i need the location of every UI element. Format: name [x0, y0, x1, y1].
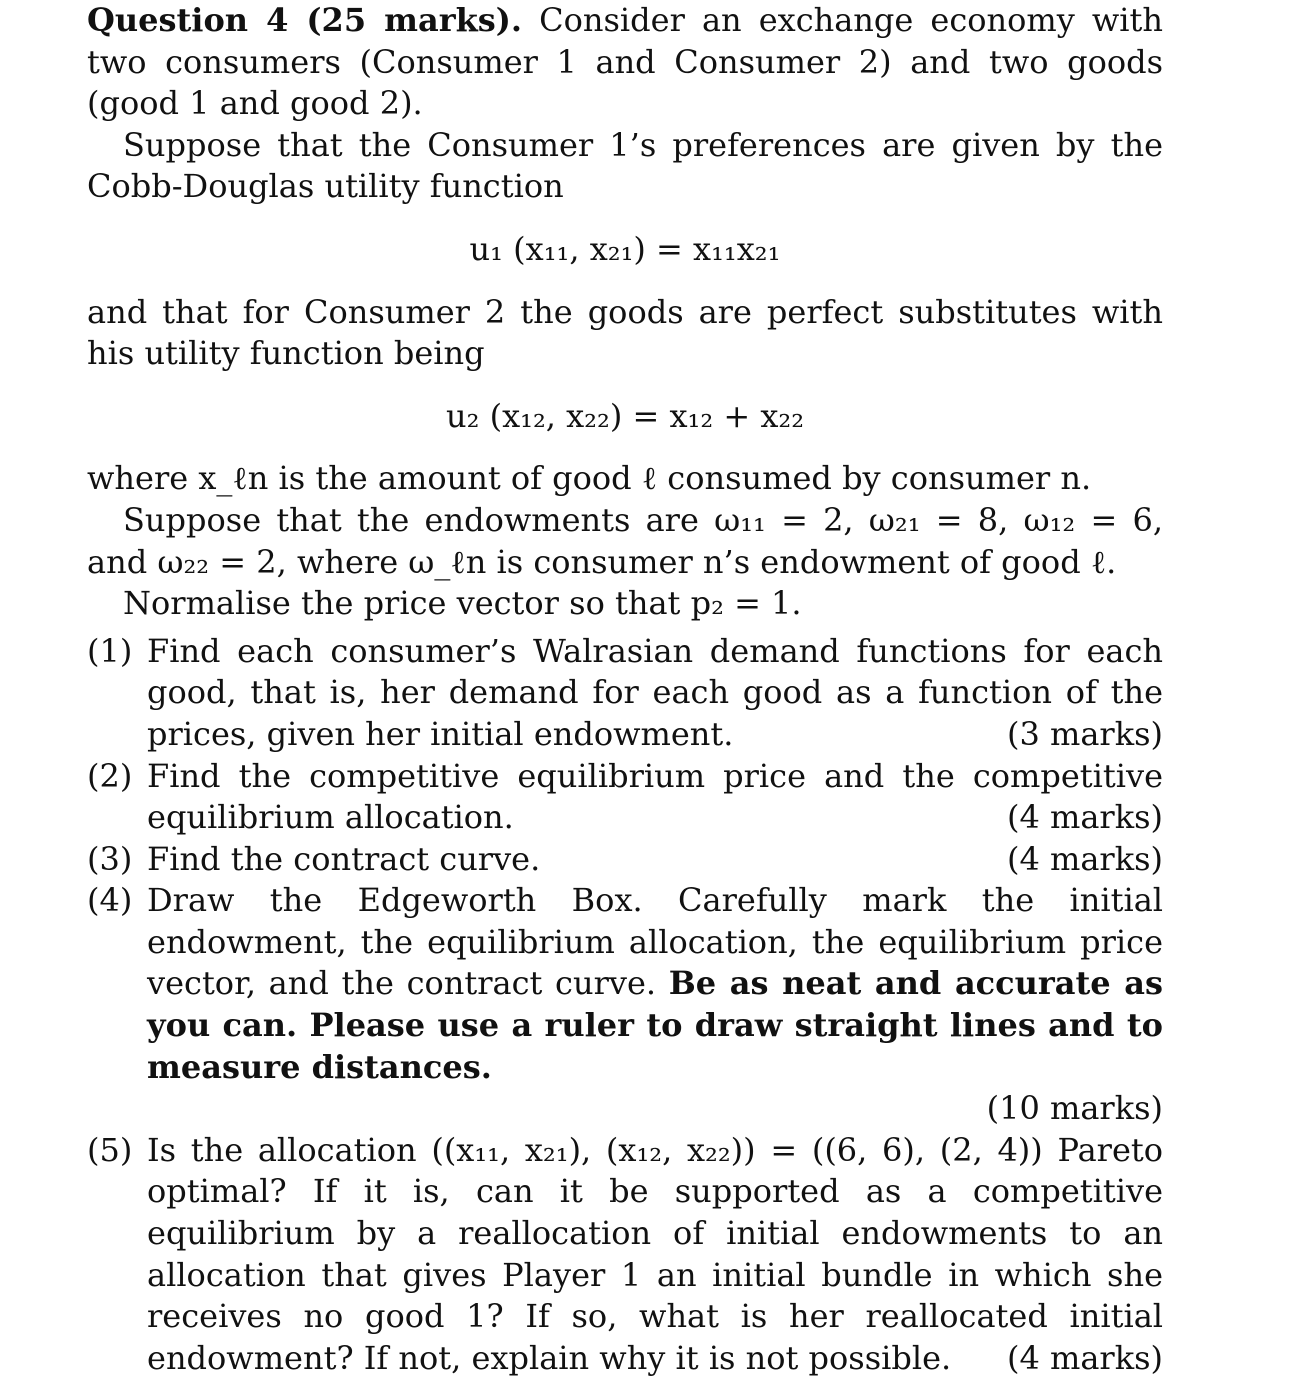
part-marks: (4 marks): [1006, 798, 1163, 837]
part-1: [87, 631, 1163, 756]
part-bold-instruction: Be as neat and accurate as you can. Please use a ruler to draw straight lines and to measure distances.: [147, 964, 1164, 1086]
part-text: Find the competitive equilibrium price and the competitive equilibrium allocation.: [147, 756, 1163, 837]
question-heading: Question 4 (25 marks).: [87, 1, 523, 39]
part-number: (2): [87, 756, 133, 795]
part-text: Draw the Edgeworth Box. Carefully mark the initial endowment, the equilibrium allocation, the equilibrium price vector, and the contract curve.: [147, 881, 1163, 1003]
part-number: (4): [87, 881, 133, 920]
part-5: [87, 1130, 1163, 1379]
endowments: Suppose that the endowments are ω₁₁ = 2, ω₂₁ = 8, ω₁₂ = 6, and ω₂₂ = 2, where ω_ℓn is consumer n’s endowment of good ℓ.: [87, 500, 1163, 581]
part-3: [87, 839, 1163, 881]
part-marks: (4 marks): [1006, 839, 1163, 878]
question-document: [87, 0, 1163, 1379]
part-marks: (4 marks): [1006, 1338, 1163, 1377]
consumer1-preferences: Suppose that the Consumer 1’s preferences are given by the Cobb-Douglas utility function: [87, 125, 1163, 206]
question-parts: [87, 631, 1163, 1379]
utility-equation-2: u₂ (x₁₂, x₂₂) = x₁₂ + x₂₂: [445, 396, 805, 435]
part-number: (3): [87, 839, 133, 878]
part-text: Is the allocation ((x₁₁, x₂₁), (x₁₂, x₂₂)) = ((6, 6), (2, 4)) Pareto optimal? If it is, can it be supported as a competitive equilibrium by a reallocation of initial endowments to an allocation that gives Player 1 an initial bundle in which she receives no good 1? If so, what is her reallocated initial endowment? If not, explain why it is not possible.: [147, 1130, 1163, 1377]
consumer2-preferences: and that for Consumer 2 the goods are perfect substitutes with his utility function being: [87, 292, 1163, 373]
part-text: Find the contract curve.: [147, 839, 541, 878]
part-2: [87, 756, 1163, 839]
part-number: (1): [87, 631, 133, 670]
part-number: (5): [87, 1130, 133, 1169]
utility-equation-1: u₁ (x₁₁, x₂₁) = x₁₁x₂₁: [469, 229, 781, 268]
question-intro: [87, 0, 1163, 125]
normalisation: Normalise the price vector so that p₂ = 1.: [123, 584, 802, 623]
part-marks: (10 marks): [986, 1089, 1163, 1128]
part-text: Find each consumer’s Walrasian demand functions for each good, that is, her demand for each good as a function of the prices, given her initial endowment.: [147, 631, 1163, 753]
notation-definition: where x_ℓn is the amount of good ℓ consumed by consumer n.: [87, 459, 1092, 498]
part-marks: (3 marks): [1006, 714, 1163, 753]
intro-text: Consider an exchange economy with two consumers (Consumer 1 and Consumer 2) and two goods (good 1 and good 2).: [87, 1, 1164, 123]
part-4: [87, 880, 1163, 1130]
